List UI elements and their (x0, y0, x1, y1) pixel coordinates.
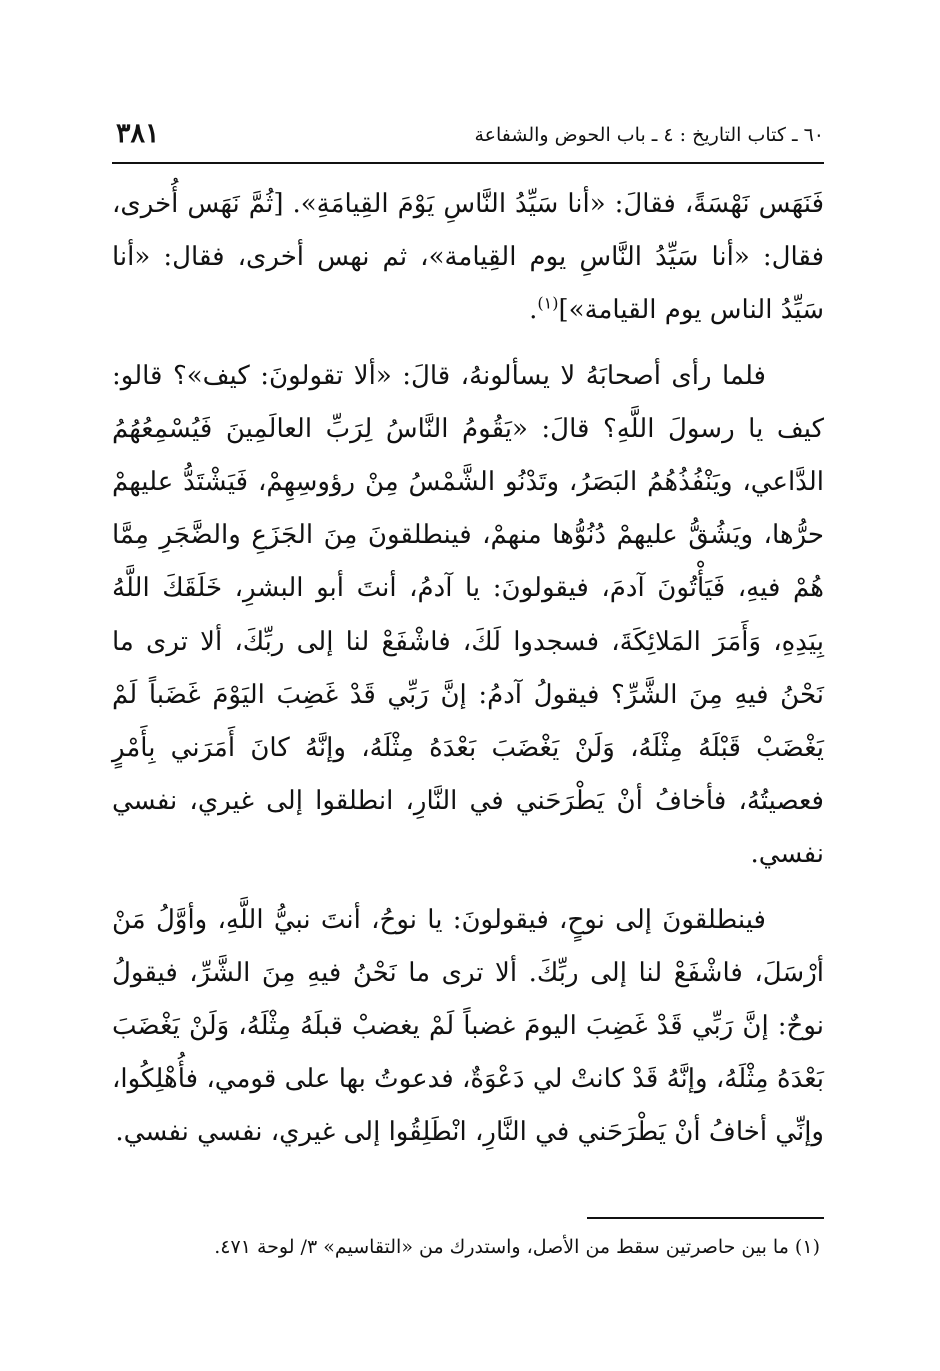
paragraph-1-text: فَنَهَس نَهْسَةً، فقالَ: «أنا سَيِّدُ النَّاسِ يَوْمَ القِيامَةِ». [ثُمَّ نَهَس أُخرى، فقال: «أنا سَيِّدُ النَّاسِ يوم القِيامة»، ثم نهس أخرى، فقال: «أنا سَيِّدُ الناس يوم القيامة»] (112, 189, 824, 326)
main-text (112, 178, 824, 1160)
running-header-title: ٦٠ ـ كتاب التاريخ : ٤ ـ باب الحوض والشفاعة (474, 124, 824, 146)
footnote-divider (587, 1217, 824, 1219)
paragraph-1 (112, 178, 824, 338)
paragraph-3: فينطلقونَ إلى نوحٍ، فيقولونَ: يا نوحُ، أنتَ نبيُّ اللَّهِ، وأوَّلُ مَنْ أرْسَلَ، فاشْفَعْ لنا إلى ربِّكَ. ألا ترى ما نَحْنُ فيهِ مِنَ الشَّرِّ، فيقولُ نوحٌ: إنَّ رَبِّي قَدْ غَضِبَ اليومَ غضباً لَمْ يغضبْ قبلَهُ مِثْلَهُ، وَلَنْ يَغْضَبَ بَعْدَهُ مِثْلَهُ، وإنَّهُ قَدْ كانتْ لي دَعْوَةٌ، فدعوتُ بها على قومي، فأُهْلِكُوا، وإنِّي أخافُ أنْ يَطْرَحَني في النَّارِ، انْطَلِقُوا إلى غيري، نفسي نفسي. (112, 904, 824, 1148)
page-number: ٣٨١ (116, 118, 160, 149)
paragraph-2: فلما رأى أصحابَهُ لا يسألونهُ، قالَ: «ألا تقولونَ: كيف»؟ قالو: كيف يا رسولَ اللَّهِ؟ قالَ: «يَقُومُ النَّاسُ لِرَبِّ العالَمِينَ فَيُسْمِعُهُمُ الدَّاعي، ويَنْفُذُهُمُ البَصَرُ، وتَدْنُو الشَّمْسُ مِنْ رؤوسِهِمْ، فَيَشْتَدُّ عليهمْ حرُّها، ويَشُقُّ عليهمْ دُنُوُّها منهمْ، فينطلقونَ مِنَ الجَزَعِ والضَّجَرِ مِمَّا هُمْ فيهِ، فَيَأْتُونَ آدمَ، فيقولونَ: يا آدمُ، أنتَ أبو البشرِ، خَلَقَكَ اللَّهُ بِيَدِهِ، وَأَمَرَ المَلائِكَةَ، فسجدوا لَكَ، فاشْفَعْ لنا إلى ربِّكَ، ألا ترى ما نَحْنُ فيهِ مِنَ الشَّرِّ؟ فيقولُ آدمُ: إنَّ رَبِّي قَدْ غَضِبَ اليَوْمَ غَضَباً لَمْ يَغْضَبْ قَبْلَهُ مِثْلَهُ، وَلَنْ يَغْضَبَ بَعْدَهُ مِثْلَهُ، وإنَّهُ كانَ أَمَرَني بِأَمْرٍ فعصيتُهُ، فأخافُ أنْ يَطْرَحَني في النَّارِ، انطلقوا إلى غيري، نفسي نفسي. (112, 360, 824, 870)
paragraph-1-tail: . (529, 295, 538, 326)
footnote-reference-marker: (١) (537, 293, 559, 313)
page-header (112, 118, 824, 158)
footnote: (١) ما بين حاصرتين سقط من الأصل، واستدرك من «التقاسيم» ٣/ لوحة ٤٧١. (214, 1236, 820, 1258)
header-divider (112, 162, 824, 164)
